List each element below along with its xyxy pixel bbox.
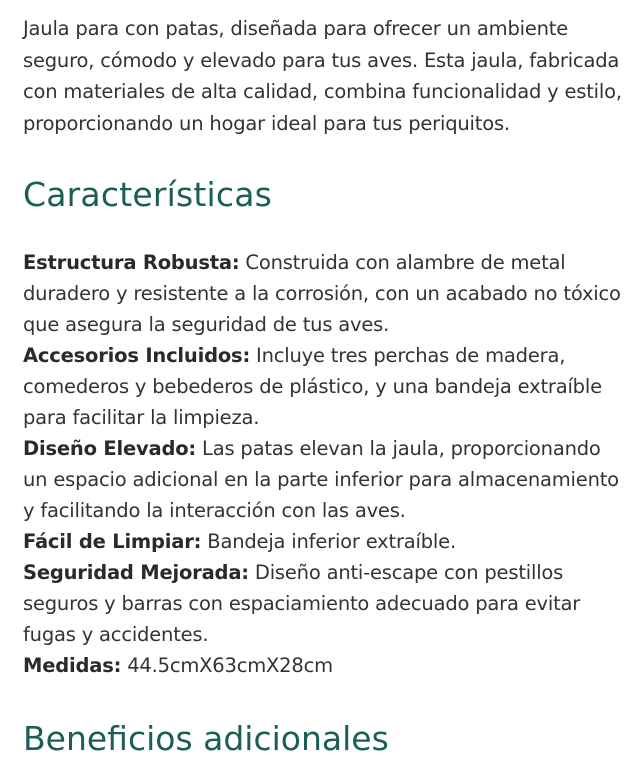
feature-item bbox=[23, 526, 623, 557]
features-list bbox=[23, 247, 623, 681]
feature-item bbox=[23, 650, 623, 681]
feature-item bbox=[23, 433, 623, 526]
feature-text: Las patas elevan la jaula, proporcionando un espacio adicional en la parte inferior para almacenamiento y facilitando la interacción con las aves. bbox=[23, 437, 619, 522]
feature-text: Bandeja inferior extraíble. bbox=[201, 530, 456, 553]
feature-item bbox=[23, 247, 623, 340]
feature-label: Accesorios Incluidos: bbox=[23, 344, 251, 367]
section-title-caracteristicas: Características bbox=[23, 175, 273, 214]
feature-label: Medidas: bbox=[23, 654, 122, 677]
intro-paragraph: Jaula para con patas, diseñada para ofrecer un ambiente seguro, cómodo y elevado para tus aves. Esta jaula, fabricada con materiales de alta calidad, combina funcionalidad y estilo, proporcionando un hogar ideal para tus periquitos. bbox=[23, 17, 622, 135]
feature-item bbox=[23, 557, 623, 650]
feature-label: Estructura Robusta: bbox=[23, 251, 240, 274]
feature-text: Incluye tres perchas de madera, comederos y bebederos de plástico, y una bandeja extraíble para facilitar la limpieza. bbox=[23, 344, 602, 429]
feature-label: Seguridad Mejorada: bbox=[23, 561, 249, 584]
feature-text: Diseño anti-escape con pestillos seguros y barras con espaciamiento adecuado para evitar fugas y accidentes. bbox=[23, 561, 581, 646]
feature-item bbox=[23, 340, 623, 433]
feature-label: Fácil de Limpiar: bbox=[23, 530, 202, 553]
product-description bbox=[23, 13, 623, 761]
feature-text: 44.5cmX63cmX28cm bbox=[121, 654, 333, 677]
section-title-next: Beneficios adicionales bbox=[23, 719, 389, 758]
feature-label: Diseño Elevado: bbox=[23, 437, 197, 460]
feature-text: Construida con alambre de metal duradero y resistente a la corrosión, con un acabado no tóxico que asegura la seguridad de tus aves. bbox=[23, 251, 621, 336]
